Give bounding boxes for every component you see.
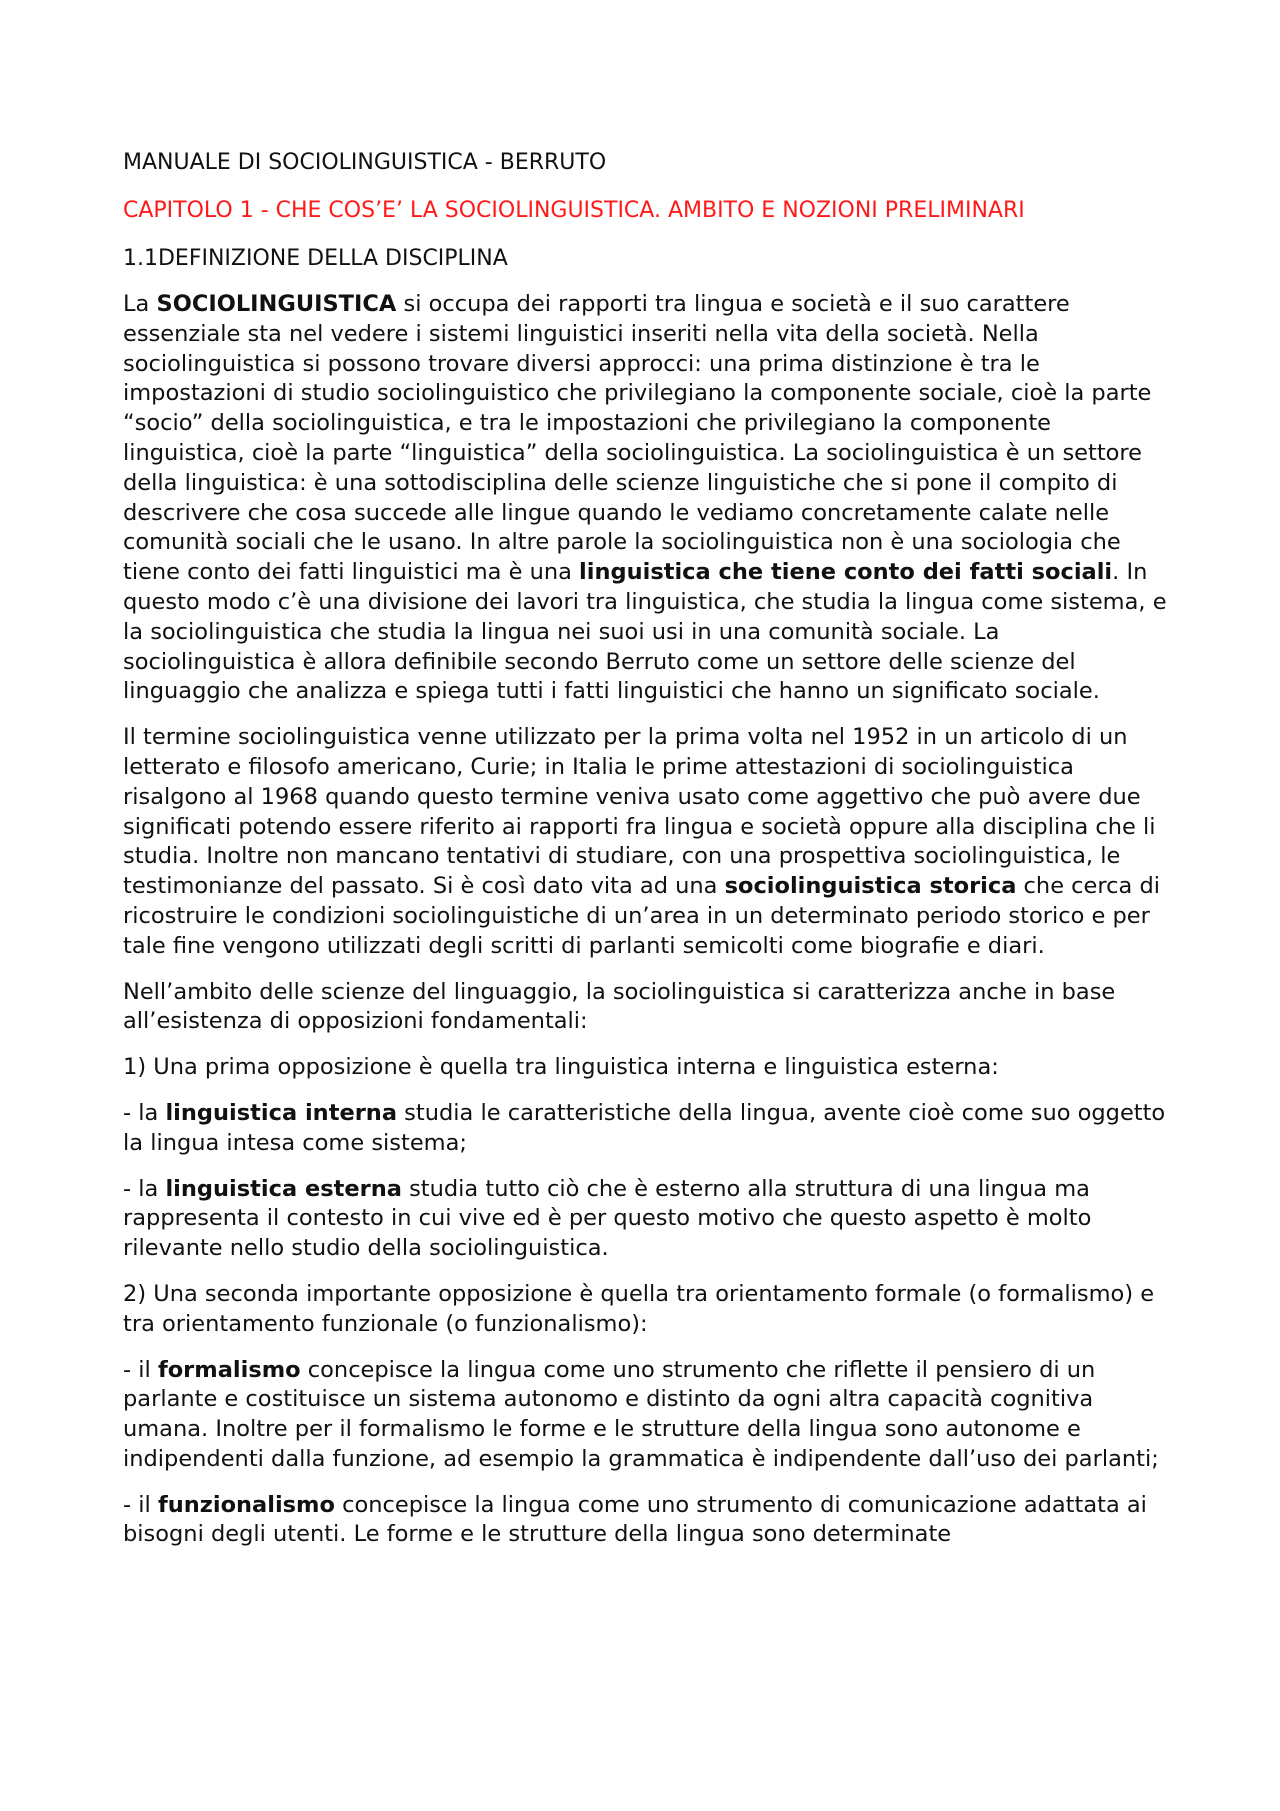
paragraph-opposition-1 xyxy=(123,1053,1170,1083)
paragraph-internal-linguistics xyxy=(123,1099,1170,1159)
text-run: La xyxy=(123,291,157,317)
section-heading: 1.1DEFINIZIONE DELLA DISCIPLINA xyxy=(123,246,508,271)
bold-term: sociolinguistica storica xyxy=(724,873,1017,900)
text-run: Il termine sociolinguistica venne utilizzato per la prima volta nel 1952 in un articolo di un letterato e filosofo americano, Curie; in Italia le prime attestazioni di sociolinguistica risalgono al 1968 quando questo termine veniva usato come aggettivo che può avere due significati potendo essere riferito ai rapporti fra lingua e società oppure alla disciplina che li studia. Inoltre non mancano tentativi di studiare, con una prospettiva sociolinguistica, le testimonianze del passato. Si è così dato vita ad una xyxy=(123,724,1156,900)
text-run: - la xyxy=(123,1175,166,1202)
document-title: MANUALE DI SOCIOLINGUISTICA - BERRUTO xyxy=(123,150,607,175)
text-run: Nell’ambito delle scienze del linguaggio, la sociolinguistica si caratterizza anche in base all’esistenza di opposizioni fondamentali: xyxy=(123,978,1116,1035)
paragraph-definition xyxy=(123,290,1170,707)
text-run: - il xyxy=(123,1356,158,1383)
text-run: 2) Una seconda importante opposizione è quella tra orientamento formale (o formalismo) e tra orientamento funzionale (o funzionalismo): xyxy=(123,1280,1155,1337)
text-run: concepisce la lingua come uno strumento di comunicazione adattata ai bisogni degli utenti. Le forme e le strutture della lingua sono determinate xyxy=(123,1491,1147,1548)
text-run: 1) Una prima opposizione è quella tra linguistica interna e linguistica esterna: xyxy=(123,1054,999,1081)
paragraph-formalism xyxy=(123,1356,1170,1475)
bold-term: linguistica esterna xyxy=(165,1175,402,1202)
text-run: concepisce la lingua come uno strumento che riflette il pensiero di un parlante e costituisce un sistema autonomo e distinto da ogni altra capacità cognitiva umana. Inoltre per il formalismo le forme e le strutture della lingua sono autonome e indipendenti dalla funzione, ad esempio la grammatica è indipendente dall’uso dei parlanti; xyxy=(123,1356,1159,1472)
paragraph-opposition-2 xyxy=(123,1280,1170,1340)
paragraph-history xyxy=(123,723,1170,961)
text-run: . In questo modo c’è una divisione dei lavori tra linguistica, che studia la lingua come sistema, e la sociolinguistica che studia la lingua nei suoi usi in una comunità sociale. La sociolinguistica è allora definibile secondo Berruto come un settore delle scienze del linguaggio che analizza e spiega tutti i fatti linguistici che hanno un significato sociale. xyxy=(123,559,1167,705)
bold-term: funzionalismo xyxy=(157,1491,335,1518)
text-run: si occupa dei rapporti tra lingua e società e il suo carattere essenziale sta nel vedere i sistemi linguistici inseriti nella vita della società. Nella sociolinguistica si possono trovare diversi approcci: una prima distinzione è tra le impostazioni di studio sociolinguistico che privilegiano la componente sociale, cioè la parte “socio” della sociolinguistica, e tra le impostazioni che privilegiano la componente linguistica, cioè la parte “linguistica” della sociolinguistica. La sociolinguistica è un settore della linguistica: è una sottodisciplina delle scienze linguistiche che si pone il compito di descrivere che cosa succede alle lingue quando le vediamo concretamente calate nelle comunità sociali che le usano. In altre parole la sociolinguistica non è una sociologia che tiene conto dei fatti linguistici ma è una xyxy=(123,291,1152,586)
text-run: che cerca di ricostruire le condizioni sociolinguistiche di un’area in un determinato periodo storico e per tale fine vengono utilizzati degli scritti di parlanti semicolti come biografie e diari. xyxy=(123,873,1160,959)
bold-term: SOCIOLINGUISTICA xyxy=(156,291,397,317)
chapter-heading: CAPITOLO 1 - CHE COS’E’ LA SOCIOLINGUISTICA. AMBITO E NOZIONI PRELIMINARI xyxy=(123,198,1025,223)
text-run: studia tutto ciò che è esterno alla struttura di una lingua ma rappresenta il contesto in cui vive ed è per questo motivo che questo aspetto è molto rilevante nello studio della sociolinguistica. xyxy=(123,1175,1092,1262)
paragraph-external-linguistics xyxy=(123,1175,1170,1264)
text-run: - il xyxy=(123,1491,158,1518)
bold-term: linguistica che tiene conto dei fatti sociali xyxy=(579,559,1113,586)
text-run: - la xyxy=(123,1099,166,1126)
paragraph-oppositions-intro xyxy=(123,978,1170,1038)
bold-term: linguistica interna xyxy=(165,1099,398,1126)
paragraph-functionalism xyxy=(123,1491,1170,1551)
bold-term: formalismo xyxy=(157,1356,301,1383)
text-run: studia le caratteristiche della lingua, avente cioè come suo oggetto la lingua intesa come sistema; xyxy=(123,1099,1166,1156)
